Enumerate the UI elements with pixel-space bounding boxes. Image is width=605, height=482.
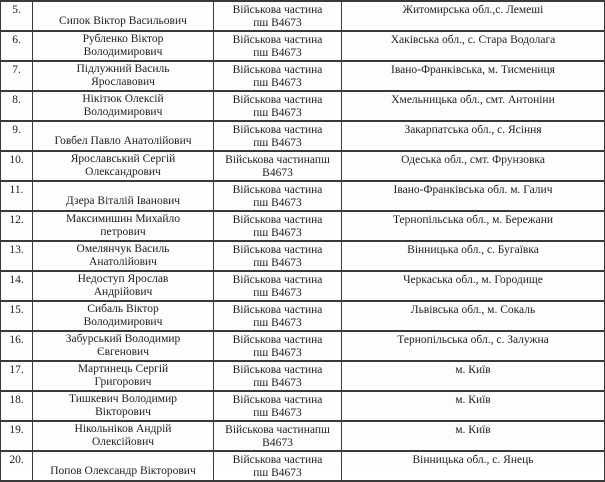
name-line: Недоступ Ярослав [77, 273, 169, 285]
unit-line: пш В4673 [253, 376, 302, 389]
name-line: Нікітюк Олексій [82, 93, 164, 105]
row-number-cell: 18. [1, 391, 33, 421]
name-cell [33, 391, 214, 421]
name-line: Євгенович [97, 345, 149, 358]
unit-line: Військова частина [232, 334, 323, 346]
unit-cell [214, 421, 342, 451]
table-row [1, 151, 605, 181]
unit-cell [214, 91, 342, 121]
row-number-cell: 20. [1, 451, 33, 481]
name-line: Володимирович [83, 45, 163, 58]
name-line: Забурський Володимир [65, 333, 181, 345]
unit-cell [214, 331, 342, 361]
name-line: Олексійович [91, 435, 155, 448]
location-cell: Черкаська обл., м. Городище [342, 271, 605, 301]
location-cell: Вінницька обл., с. Бугаївка [342, 241, 605, 271]
name-line: Тишкевич Володимир [68, 393, 177, 405]
unit-line: пш В4673 [253, 316, 302, 329]
name-line: петрович [100, 225, 146, 238]
unit-line: пш В4673 [253, 466, 302, 479]
unit-line: пш В4673 [253, 286, 302, 299]
unit-line: Військова частина [232, 454, 323, 466]
name-cell [33, 271, 214, 301]
row-number-cell: 15. [1, 301, 33, 331]
unit-line: пш В4673 [253, 406, 302, 419]
unit-line: Військова частина [232, 304, 323, 316]
row-number-cell: 12. [1, 211, 33, 241]
row-number-cell: 7. [1, 61, 33, 91]
unit-cell [214, 271, 342, 301]
unit-cell [214, 211, 342, 241]
name-line: Олександрович [85, 165, 161, 178]
row-number-cell: 8. [1, 91, 33, 121]
unit-line: пш В4673 [253, 346, 302, 359]
name-cell [33, 421, 214, 451]
unit-line: Військова частина [232, 214, 323, 226]
location-cell: Хаківська обл., с. Стара Водолага [342, 31, 605, 61]
unit-cell [214, 361, 342, 391]
unit-cell [214, 241, 342, 271]
unit-line: Військова частина [232, 244, 323, 256]
name-line: Максимишин Михайло [65, 213, 181, 225]
name-line: Вікторович [95, 405, 151, 418]
row-number-cell: 14. [1, 271, 33, 301]
unit-line: Військова частина [232, 4, 323, 16]
table-row [1, 31, 605, 61]
location-cell: м. Київ [342, 361, 605, 391]
name-cell [33, 211, 214, 241]
table-row [1, 361, 605, 391]
location-cell: Одеська обл., смт. Фрунзовка [342, 151, 605, 181]
table-row [1, 421, 605, 451]
name-line: Сипок Віктор Васильович [59, 14, 187, 27]
location-cell: Івано-Франківська, м. Тисмениця [342, 61, 605, 91]
row-number-cell: 16. [1, 331, 33, 361]
name-cell [33, 121, 214, 151]
row-number-cell: 9. [1, 121, 33, 151]
name-line: Сибаль Віктор [87, 303, 159, 315]
name-line: Попов Олександр Вікторович [50, 464, 196, 477]
row-number-cell: 6. [1, 31, 33, 61]
row-number-cell: 13. [1, 241, 33, 271]
table-row [1, 451, 605, 481]
table-row [1, 301, 605, 331]
unit-cell [214, 31, 342, 61]
unit-line: Військова частина [232, 34, 323, 46]
location-cell: Житомирська обл.,с. Лемеші [342, 1, 605, 31]
unit-cell [214, 151, 342, 181]
unit-line: пш В4673 [253, 106, 302, 119]
name-line: Омелянчук Василь [76, 243, 170, 255]
location-cell: Тернопільська обл., м. Бережани [342, 211, 605, 241]
name-line: Підлужний Василь [76, 63, 170, 75]
unit-line: Військова частина [232, 64, 323, 76]
table-row [1, 331, 605, 361]
location-cell: Львівська обл., м. Сокаль [342, 301, 605, 331]
name-line: Дзера Віталій Іванович [65, 194, 181, 207]
table-row [1, 181, 605, 211]
unit-cell [214, 451, 342, 481]
unit-line: пш В4673 [253, 16, 302, 29]
table-row [1, 91, 605, 121]
unit-line: Військова частина [232, 394, 323, 406]
table-row [1, 61, 605, 91]
name-line: Анатолійович [89, 255, 157, 268]
name-cell [33, 151, 214, 181]
name-cell [33, 331, 214, 361]
unit-line: Військова частинапш [225, 424, 330, 436]
name-line: Мартинець Сергій [77, 363, 169, 375]
name-line: Говбел Павло Анатолійович [54, 134, 192, 147]
unit-line: Військова частина [232, 364, 323, 376]
location-cell: Хмельницька обл., смт. Антоніни [342, 91, 605, 121]
unit-cell [214, 391, 342, 421]
table-row [1, 1, 605, 31]
location-cell: Закарпатська обл., с. Ясіння [342, 121, 605, 151]
row-number-cell: 10. [1, 151, 33, 181]
unit-line: Військова частина [232, 94, 323, 106]
row-number-cell: 11. [1, 181, 33, 211]
unit-line: Військова частина [232, 274, 323, 286]
name-cell [33, 181, 214, 211]
name-cell [33, 91, 214, 121]
row-number-cell: 17. [1, 361, 33, 391]
location-cell: м. Київ [342, 421, 605, 451]
unit-line: Військова частина [232, 124, 323, 136]
unit-cell [214, 61, 342, 91]
unit-cell [214, 181, 342, 211]
name-cell [33, 1, 214, 31]
name-line: Ярославович [91, 75, 155, 88]
name-cell [33, 61, 214, 91]
unit-line: пш В4673 [253, 76, 302, 89]
name-cell [33, 361, 214, 391]
location-cell: м. Київ [342, 391, 605, 421]
name-line: Григорович [94, 375, 152, 388]
unit-line: пш В4673 [253, 196, 302, 209]
name-line: Володимирович [83, 105, 163, 118]
unit-cell [214, 301, 342, 331]
location-cell: Івано-Франківська обл. м. Галич [342, 181, 605, 211]
name-cell [33, 451, 214, 481]
unit-cell [214, 121, 342, 151]
row-number-cell: 5. [1, 1, 33, 31]
name-line: Ярославський Сергій [70, 153, 176, 165]
unit-line: пш В4673 [253, 256, 302, 269]
unit-line: В4673 [262, 166, 293, 179]
table-row [1, 391, 605, 421]
table-row [1, 241, 605, 271]
unit-cell [214, 1, 342, 31]
name-line: Андрійович [93, 285, 153, 298]
unit-line: Військова частина [232, 184, 323, 196]
name-line: Володимирович [83, 315, 163, 328]
unit-line: В4673 [262, 436, 293, 449]
name-cell [33, 301, 214, 331]
table-row [1, 121, 605, 151]
unit-line: пш В4673 [253, 136, 302, 149]
name-line: Рубленко Віктор [82, 33, 164, 45]
location-cell: Тернопільська обл., с. Залужна [342, 331, 605, 361]
row-number-cell: 19. [1, 421, 33, 451]
unit-line: Військова частинапш [225, 154, 330, 166]
location-cell: Вінницька обл., с. Янець [342, 451, 605, 481]
name-cell [33, 241, 214, 271]
table-row [1, 211, 605, 241]
name-cell [33, 31, 214, 61]
unit-line: пш В4673 [253, 226, 302, 239]
unit-line: пш В4673 [253, 46, 302, 59]
name-line: Нікольніков Андрій [74, 423, 172, 435]
table-row [1, 271, 605, 301]
